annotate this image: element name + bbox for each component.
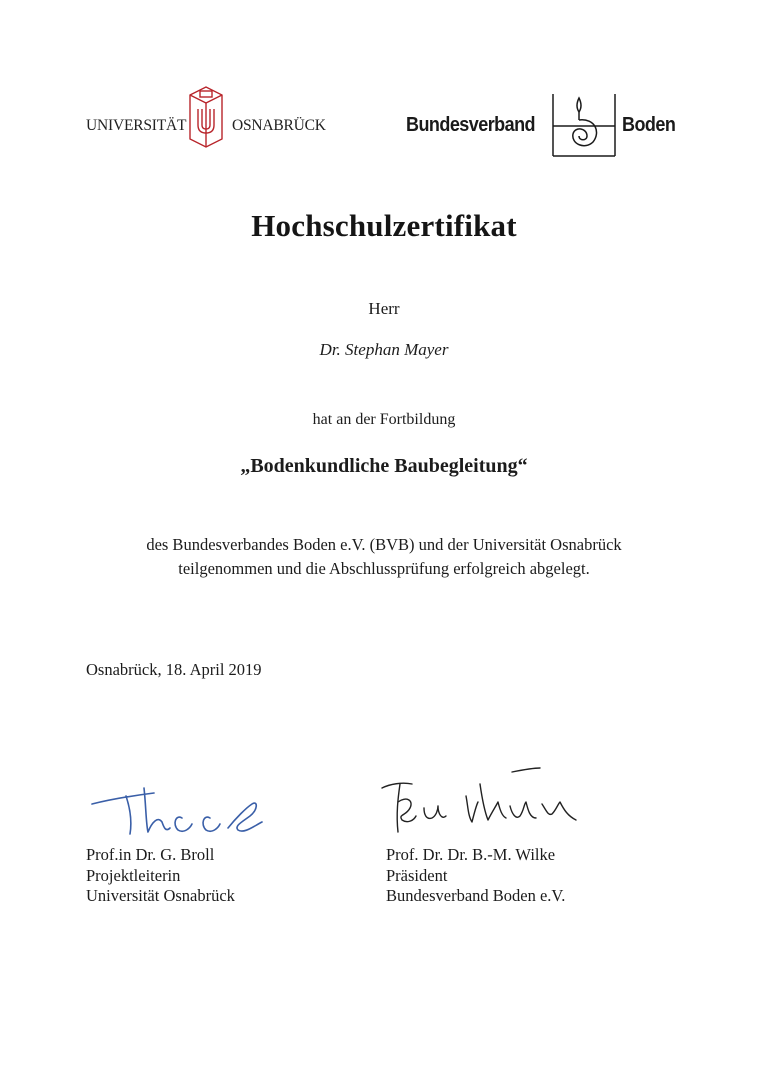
salutation: Herr	[368, 299, 400, 318]
signature-right-image	[380, 762, 610, 842]
association-logo	[406, 92, 686, 158]
signatory-right	[386, 845, 565, 907]
description-line-2: teilgenommen und die Abschlussprüfung erfolgreich abgelegt.	[178, 559, 590, 578]
association-logo-text-left: Bundesverband	[406, 114, 536, 136]
university-logo-text-right: OSNABRÜCK	[232, 117, 326, 134]
certificate-title: Hochschulzertifikat	[251, 208, 517, 243]
intro-text: hat an der Fortbildung	[312, 411, 456, 428]
course-title: „Bodenkundliche Baubegleitung“	[240, 455, 528, 477]
signatory-right-role: Präsident	[386, 865, 448, 885]
signatory-left-name: Prof.in Dr. G. Broll	[86, 845, 215, 864]
signatory-left-organization: Universität Osnabrück	[86, 886, 235, 905]
description	[0, 533, 768, 581]
university-logo-text-left: UNIVERSITÄT	[86, 117, 187, 134]
signature-left-image	[86, 778, 276, 838]
place-date: Osnabrück, 18. April 2019	[86, 660, 262, 679]
university-emblem-icon	[182, 85, 230, 151]
association-logo-text-right: Boden	[622, 114, 676, 136]
recipient-name: Dr. Stephan Mayer	[319, 340, 449, 359]
association-emblem-icon	[549, 92, 619, 158]
signatory-right-name: Prof. Dr. Dr. B.-M. Wilke	[386, 845, 556, 864]
description-line-1: des Bundesverbandes Boden e.V. (BVB) und der Universität Osnabrück	[146, 535, 622, 554]
signatory-right-organization: Bundesverband Boden e.V.	[386, 886, 566, 905]
signatory-left	[86, 845, 235, 907]
signatory-left-role: Projektleiterin	[86, 865, 181, 885]
university-logo	[86, 85, 336, 151]
